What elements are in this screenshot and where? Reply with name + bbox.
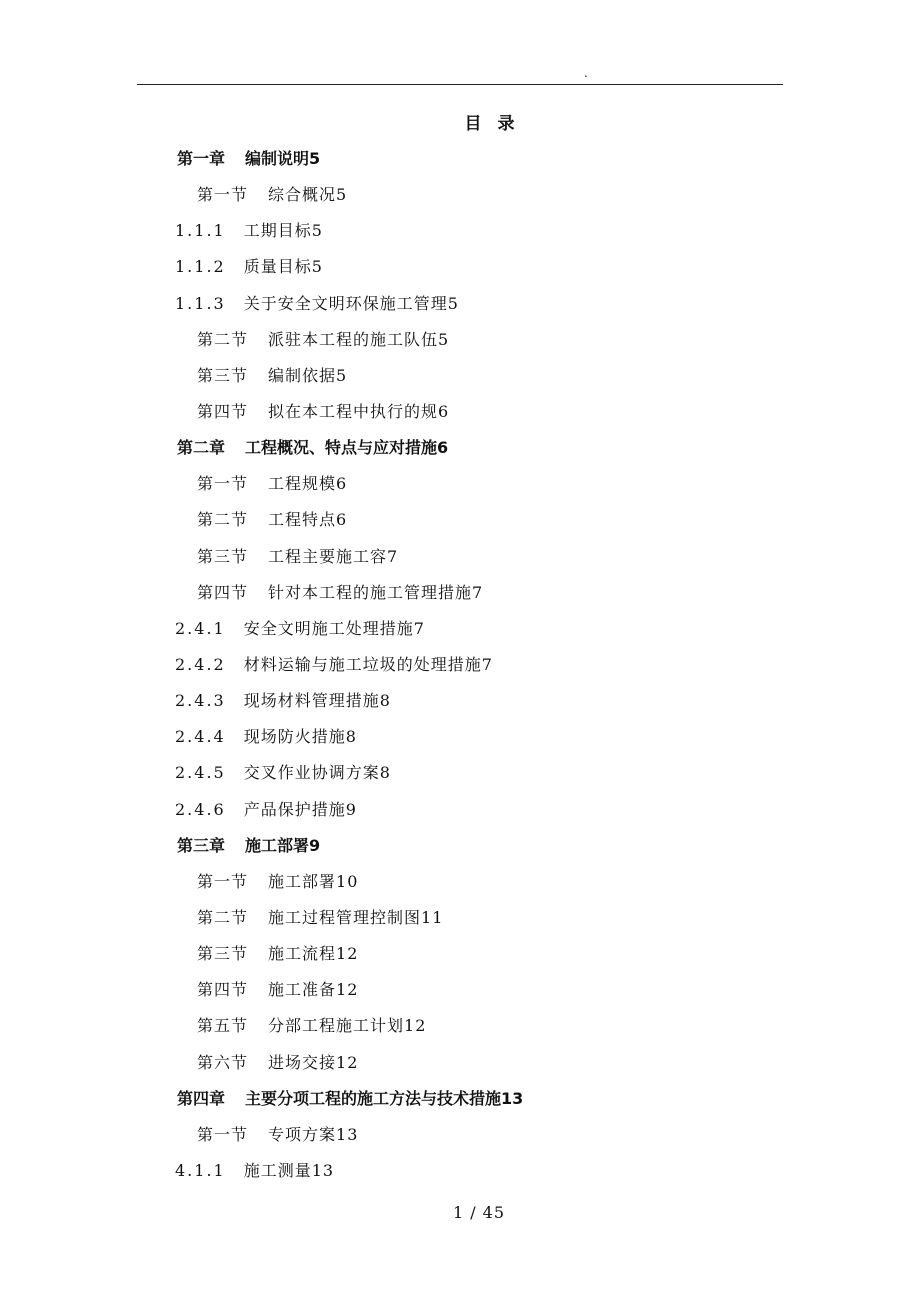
toc-entry-number: 第一节	[197, 871, 249, 891]
toc-entry-page-number: 5	[336, 185, 348, 205]
toc-entry-title: 关于安全文明环保施工管理	[243, 293, 448, 313]
toc-entry-title: 编制说明	[245, 149, 310, 168]
toc-entry-title: 施工过程管理控制图	[268, 907, 422, 927]
toc-entry-sub[interactable]	[0, 616, 920, 652]
toc-entry-title: 产品保护措施	[243, 799, 346, 819]
toc-entry-title: 拟在本工程中执行的规	[268, 401, 439, 421]
toc-entry-number: 第二节	[197, 329, 249, 349]
toc-entry-number: 2.4.3	[175, 691, 226, 711]
toc-entry-title: 现场材料管理措施	[243, 691, 380, 711]
toc-entry-page-number: 8	[345, 727, 357, 747]
toc-entry-page-number: 11	[421, 907, 444, 927]
toc-entry-number: 第二节	[197, 510, 249, 530]
toc-entry-title: 编制依据	[268, 365, 337, 385]
toc-entry-section[interactable]	[0, 1122, 920, 1158]
toc-entry-page-number: 5	[438, 329, 450, 349]
toc-entry-number: 2.4.1	[175, 618, 226, 638]
toc-entry-page-number: 12	[336, 980, 359, 1000]
toc-entry-section[interactable]	[0, 471, 920, 507]
toc-entry-page-number: 13	[336, 1124, 359, 1144]
toc-entry-number: 2.4.2	[175, 654, 226, 674]
toc-entry-section[interactable]	[0, 363, 920, 399]
toc-entry-number: 第三节	[197, 365, 249, 385]
toc-entry-section[interactable]	[0, 507, 920, 543]
toc-entry-number: 第三节	[197, 944, 249, 964]
toc-entry-sub[interactable]	[0, 291, 920, 327]
toc-entry-section[interactable]	[0, 869, 920, 905]
header-rule	[137, 84, 783, 85]
toc-entry-number: 第一节	[197, 1124, 249, 1144]
toc-entry-sub[interactable]	[0, 254, 920, 290]
toc-entry-page-number: 5	[309, 149, 321, 168]
toc-entry-title: 材料运输与施工垃圾的处理措施	[243, 654, 482, 674]
toc-entry-sub[interactable]	[0, 652, 920, 688]
toc-entry-title: 施工部署	[245, 835, 310, 855]
toc-entry-title: 专项方案	[268, 1124, 337, 1144]
toc-entry-sub[interactable]	[0, 1158, 920, 1194]
toc-entry-title: 施工准备	[268, 980, 337, 1000]
toc-entry-number: 第一章	[177, 149, 226, 168]
toc-entry-title: 进场交接	[268, 1052, 337, 1072]
toc-entry-section[interactable]	[0, 905, 920, 941]
toc-entry-title: 综合概况	[268, 185, 337, 205]
toc-entry-number: 第五节	[197, 1016, 249, 1036]
toc-entry-section[interactable]	[0, 544, 920, 580]
page-indicator: 1 / 45	[452, 1203, 506, 1222]
toc-entry-sub[interactable]	[0, 797, 920, 833]
toc-entry-number: 第四节	[197, 582, 249, 602]
toc-entry-page-number: 7	[413, 618, 425, 638]
toc-entry-section[interactable]	[0, 580, 920, 616]
toc-entry-title: 施工流程	[268, 944, 337, 964]
toc-entry-title: 派驻本工程的施工队伍	[268, 329, 439, 349]
toc-entry-sub[interactable]	[0, 688, 920, 724]
toc-entry-page-number: 9	[309, 835, 321, 855]
toc-entry-number: 第一节	[197, 185, 249, 205]
toc-entry-title: 分部工程施工计划	[268, 1016, 405, 1036]
toc-entry-title: 工程概况、特点与应对措施	[245, 438, 438, 458]
toc-entry-page-number: 7	[472, 582, 484, 602]
toc-entry-sub[interactable]	[0, 760, 920, 796]
toc-entry-title: 工程主要施工容	[268, 546, 388, 566]
toc-entry-section[interactable]	[0, 399, 920, 435]
toc-entry-title: 主要分项工程的施工方法与技术措施	[245, 1088, 502, 1108]
toc-entry-page-number: 12	[336, 944, 359, 964]
toc-entry-number: 第三节	[197, 546, 249, 566]
toc-entry-sub[interactable]	[0, 218, 920, 254]
toc-entry-number: 第二节	[197, 907, 249, 927]
header-mark: .	[584, 66, 588, 80]
toc-entry-number: 4.1.1	[175, 1160, 226, 1180]
toc-entry-chapter[interactable]	[0, 435, 920, 471]
toc-entry-number: 1.1.2	[175, 257, 226, 277]
toc-entry-number: 2.4.4	[175, 727, 226, 747]
toc-entry-title: 交叉作业协调方案	[243, 763, 380, 783]
toc-entry-number: 第四节	[197, 401, 249, 421]
toc-entry-title: 质量目标	[243, 257, 312, 277]
toc-entry-page-number: 6	[438, 401, 450, 421]
toc-entry-title: 工程特点	[268, 510, 337, 530]
toc-entry-section[interactable]	[0, 327, 920, 363]
toc-entry-number: 第六节	[197, 1052, 249, 1072]
toc-entry-page-number: 7	[481, 654, 493, 674]
page-title: 目录	[464, 114, 531, 134]
toc-entry-page-number: 13	[311, 1160, 335, 1180]
toc-entry-title: 施工测量	[243, 1160, 312, 1180]
toc-entry-chapter[interactable]	[0, 146, 920, 182]
toc-entry-section[interactable]	[0, 977, 920, 1013]
toc-entry-number: 第四节	[197, 980, 249, 1000]
toc-entry-title: 工期目标	[243, 221, 312, 241]
toc-entry-page-number: 6	[437, 438, 449, 458]
toc-entry-section[interactable]	[0, 1050, 920, 1086]
toc-entry-page-number: 7	[387, 546, 399, 566]
toc-entry-title: 工程规模	[268, 474, 337, 494]
toc-entry-page-number: 6	[336, 510, 348, 530]
toc-entry-section[interactable]	[0, 1013, 920, 1049]
toc-entry-chapter[interactable]	[0, 1086, 920, 1122]
toc-entry-page-number: 6	[336, 474, 348, 494]
toc-entry-number: 2.4.6	[175, 799, 226, 819]
toc-entry-title: 施工部署	[268, 871, 337, 891]
toc-entry-number: 第四章	[177, 1088, 226, 1108]
toc-entry-sub[interactable]	[0, 724, 920, 760]
toc-entry-number: 2.4.5	[175, 763, 226, 783]
toc-entry-title: 安全文明施工处理措施	[243, 618, 414, 638]
toc-entry-section[interactable]	[0, 941, 920, 977]
toc-entry-page-number: 13	[501, 1088, 524, 1108]
toc-entry-page-number: 9	[345, 799, 357, 819]
toc-entry-page-number: 8	[379, 763, 391, 783]
toc-entry-section[interactable]	[0, 182, 920, 218]
toc-entry-number: 1.1.3	[175, 293, 226, 313]
toc-entry-page-number: 5	[447, 293, 459, 313]
toc-entry-page-number: 5	[311, 257, 323, 277]
toc-entry-number: 第一节	[197, 474, 249, 494]
toc-entry-page-number: 8	[379, 691, 391, 711]
toc-entry-title: 现场防火措施	[243, 727, 346, 747]
toc-entry-page-number: 5	[311, 221, 323, 241]
toc-entry-number: 第三章	[177, 835, 226, 855]
toc-entry-page-number: 10	[336, 871, 359, 891]
toc-entry-page-number: 12	[336, 1052, 359, 1072]
toc-entry-number: 1.1.1	[175, 221, 226, 241]
toc-entry-number: 第二章	[177, 438, 226, 458]
toc-entry-title: 针对本工程的施工管理措施	[268, 582, 473, 602]
table-of-contents	[0, 146, 920, 1194]
toc-entry-page-number: 12	[404, 1016, 427, 1036]
toc-entry-chapter[interactable]	[0, 833, 920, 869]
toc-entry-page-number: 5	[336, 365, 348, 385]
